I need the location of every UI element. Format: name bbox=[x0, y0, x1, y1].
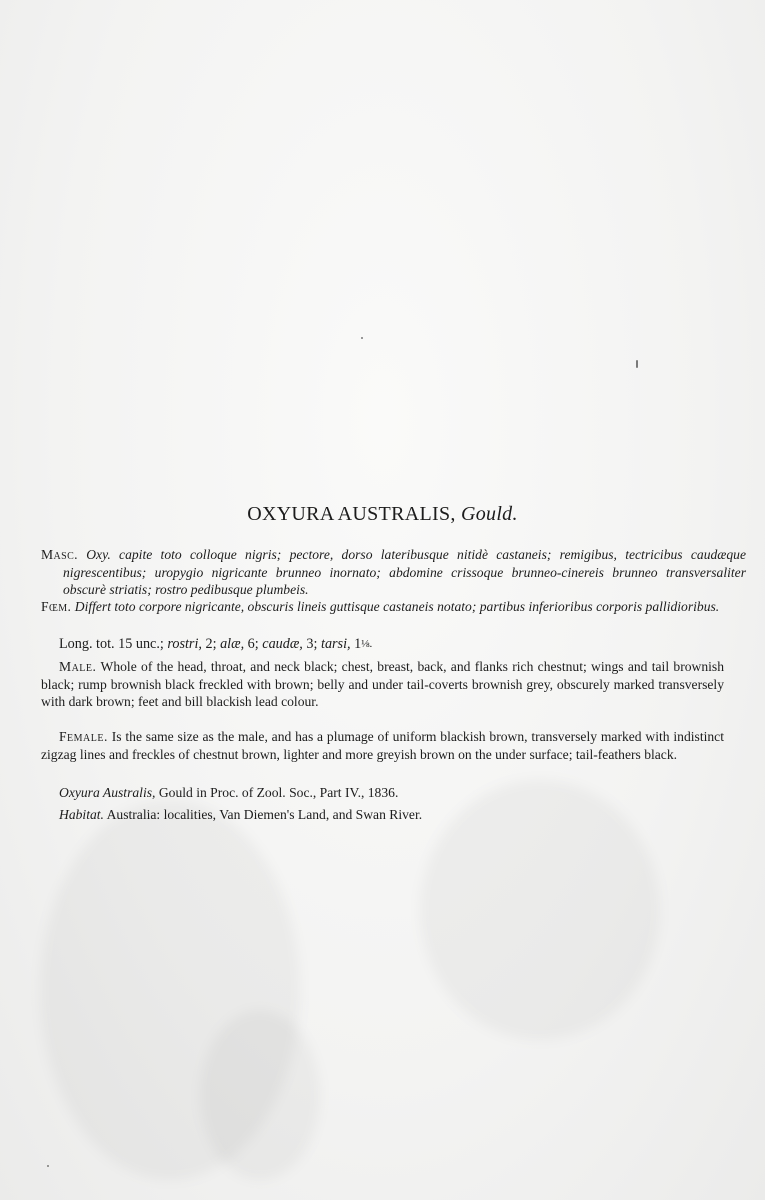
tarsi-fraction: ⅛. bbox=[361, 638, 373, 650]
reference-species: Oxyura Australis, bbox=[59, 785, 156, 800]
male-label: Male. bbox=[59, 659, 97, 674]
masc-text: Oxy. capite toto colloque nigris; pectore, dorso lateribusque nitidè castaneis; remigibus, tectricibus caudæque nigrescentibus; uropygio nigricante brunneo inornato; abdomine crissoque brunneo-cinereis brunneo transversaliter obscurè striatis; rostro pedibusque plumbeis. bbox=[63, 547, 746, 598]
foem-text: Differt toto corpore nigricante, obscuris lineis guttisque castaneis notato; partibus inferioribus corporis pallidioribus. bbox=[74, 599, 720, 614]
species-author: Gould. bbox=[460, 503, 518, 525]
species-name: OXYURA AUSTRALIS, bbox=[247, 503, 456, 525]
female-label: Female. bbox=[59, 729, 108, 744]
reference-line bbox=[59, 784, 742, 802]
alae-value: 6; bbox=[247, 636, 259, 652]
female-description bbox=[41, 728, 724, 763]
male-text: Whole of the head, throat, and neck black; chest, breast, back, and flanks rich chestnut; wings and tail brownish black; rump brownish black freckled with brown; belly and under tail-coverts brownish grey, obscurely marked transversely with dark brown; feet and bill blackish lead colour. bbox=[41, 659, 724, 710]
masc-label: Masc. bbox=[41, 547, 78, 562]
latin-male-description bbox=[41, 546, 746, 599]
alae-label: alæ, bbox=[220, 636, 245, 652]
speck-mark bbox=[47, 1165, 49, 1167]
habitat-text: Australia: localities, Van Diemen's Land, and Swan River. bbox=[106, 807, 423, 822]
female-text: Is the same size as the male, and has a plumage of uniform blackish brown, transversely marked with indistinct zigzag lines and freckles of chestnut brown, lighter and more greyish brown on the under surface; tail-feathers black. bbox=[41, 729, 724, 762]
latin-female-description bbox=[41, 598, 746, 616]
male-description bbox=[41, 658, 724, 711]
tarsi-value: 1 bbox=[354, 636, 362, 652]
species-title bbox=[0, 503, 765, 526]
caudae-label: caudæ, bbox=[262, 636, 303, 652]
measurements-line bbox=[59, 636, 742, 654]
habitat-label: Habitat. bbox=[59, 807, 104, 822]
habitat-line bbox=[59, 806, 742, 824]
caudae-value: 3; bbox=[306, 636, 318, 652]
show-through-shadow-bottom bbox=[200, 1010, 320, 1180]
tarsi-label: tarsi, bbox=[321, 636, 351, 652]
rostri-label: rostri, bbox=[167, 636, 202, 652]
rostri-value: 2; bbox=[205, 636, 217, 652]
reference-citation: Gould in Proc. of Zool. Soc., Part IV., 1836. bbox=[158, 785, 399, 800]
measure-lead: Long. tot. 15 unc.; bbox=[59, 636, 164, 652]
speck-mark bbox=[361, 337, 363, 339]
speck-mark bbox=[636, 360, 638, 368]
foem-label: Fœm. bbox=[41, 599, 72, 614]
